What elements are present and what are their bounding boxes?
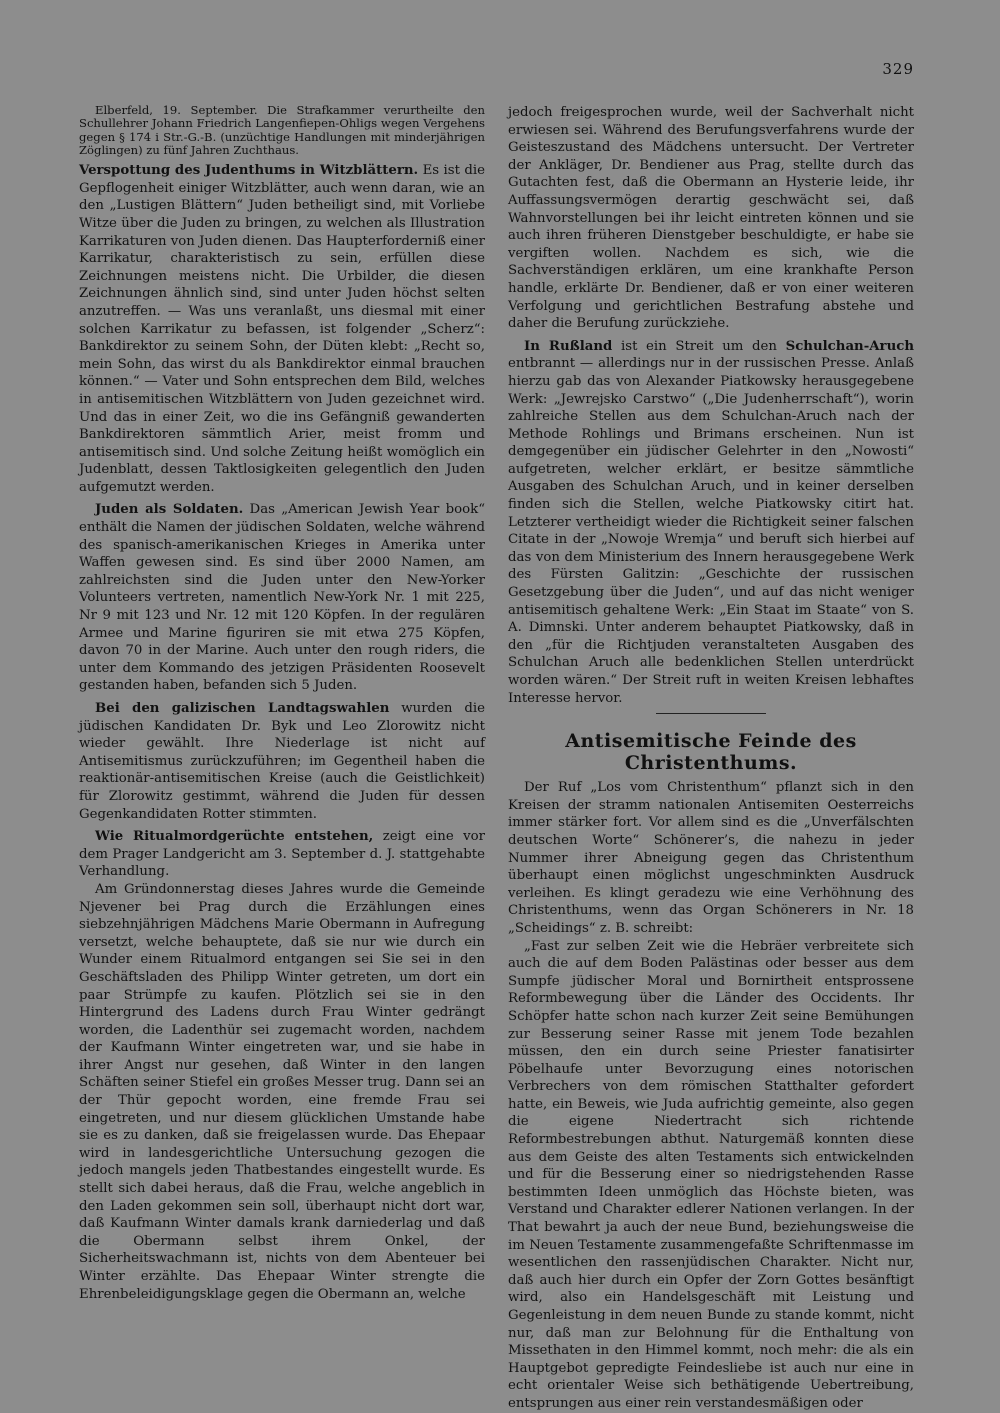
article-russland: [508, 338, 914, 707]
right-column: [508, 104, 914, 1413]
article-heading: Verspottung des Judenthums in Witzblättern.: [79, 163, 419, 179]
article-soldaten: [79, 501, 485, 695]
article-text: zeigt eine vor dem Prager Landgericht am 3. September d. J. stattgehabte Verhandlung.: [79, 829, 485, 880]
article-heading-schulchan-aruch: Schulchan-Aruch: [785, 338, 914, 354]
article-heading: Bei den galizischen Landtagswahlen: [95, 701, 390, 716]
article-heading: Juden als Soldaten.: [95, 502, 244, 518]
article-witzblaetter: [79, 162, 485, 496]
article-heading: Wie Ritualmordgerüchte entstehen,: [95, 829, 374, 845]
article-text: entbrannt — allerdings nur in der russischen Presse. Anlaß hierzu gab das von Alexander Piatkowsky herausgegebene Werk: „Jewrejsko Carstwo“ („Die Judenherrschaft“), worin zahlreiche Stellen aus dem Schulchan-Aruch nach der Methode Rohlings und Brimans erscheinen. Nun ist demgegenüber ein jüdischer Gelehrter in den „Nowosti“ aufgetreten, welcher erklärt, er besitze sämmtliche Ausgaben des Schulchan Aruch, und in keiner derselben finden sich die Stellen, welche Piatkowsky citirt hat. Letzterer vertheidigt wieder die Richtigkeit seiner falschen Citate in der „Nowoje Wremja“ und beruft sich hierbei auf das von dem Ministerium des Innern herausgegebene Werk des Fürsten Galitzin: „Geschichte der russischen Gesetzgebung über die Juden“, und auf das nicht weniger antisemitisch gehaltene Werk: „Ein Staat im Staate“ von S. A. Dimnski. Unter anderem behauptet Piatkowsky, daß in den „für die Richtjuden veranstalteten Ausgaben des Schulchan Aruch alle bedenklichen Stellen unterdrückt worden wären.“ Der Streit ruft in weiten Kreisen lebhaftes Interesse hervor.: [508, 356, 914, 706]
page-number: 329: [882, 60, 914, 78]
article-christenthum-intro: Der Ruf „Los vom Christenthum“ pflanzt sich in den Kreisen der stramm nationalen Antisemiten Oesterreichs immer stärker fort. Vor allem sind es die „Unverfälschten deutschen Worte“ Schönerer’s, die nahezu in jeder Nummer ihrer Abneigung gegen das Christenthum überhaupt einen möglichst ungeschminkten Ausdruck verleihen. Es klingt geradezu wie eine Verhöhnung des Christenthums, wenn das Organ Schönerers in Nr. 18 „Scheidings“ z. B. schreibt:: [508, 780, 914, 936]
left-column: [79, 104, 485, 1303]
article-ritualmord-continued: jedoch freigesprochen wurde, weil der Sachverhalt nicht erwiesen sei. Während des Berufungsverfahrens wurde der Geisteszustand des Mädchens untersucht. Der Vertreter der Ankläger, Dr. Bendiener aus Prag, stellte durch das Gutachten fest, daß die Obermann an Hysterie leide, ihr Auffassungsvermögen derartig geschwächt sei, daß Wahnvorstellungen bei ihr leicht eintreten können und sie auch ihren früheren Dienstgeber beschuldigte, er habe sie vergiften wollen. Nachdem es sich, wie die Sachverständigen erklären, um eine krankhafte Person handle, erklärte Dr. Bendiener, daß er von einer weiteren Verfolgung und gerichtlichen Bestrafung abstehe und daher die Berufung zurückziehe.: [508, 105, 914, 332]
section-title: Antisemitische Feinde des Christenthums.: [565, 730, 857, 775]
article-ritualmord: [79, 828, 485, 881]
article-heading: In Rußland: [524, 338, 613, 354]
news-item-elberfeld: Elberfeld, 19. September. Die Strafkammer verurtheilte den Schullehrer Johann Friedrich Langenfiepen-Ohligs wegen Vergehens gegen § 174 i Str.-G.-B. (unzüchtige Handlungen mit minderjährigen Zöglingen) zu fünf Jahren Zuchthaus.: [79, 103, 485, 157]
article-text: Das „American Jewish Year book“ enthält die Namen der jüdischen Soldaten, welche während des spanisch-amerikanischen Krieges in Amerika unter Waffen gewesen sind. Es sind über 2000 Namen, am zahlreichsten sind die Juden unter den New-Yorker Volunteers vertreten, namentlich New-York Nr. 1 mit 225, Nr 9 mit 123 und Nr. 12 mit 120 Köpfen. In der regulären Armee und Marine figuriren sie mit etwa 275 Köpfen, davon 70 in der Marine. Auch unter den rough riders, die unter dem Kommando des jetzigen Präsidenten Roosevelt gestanden haben, befanden sich 5 Juden.: [79, 502, 485, 694]
article-christenthum-quote: „Fast zur selben Zeit wie die Hebräer verbreitete sich auch die auf dem Boden Palästinas oder besser aus dem Sumpfe jüdischer Moral und Bornirtheit entsprossene Reformbewegung über die Länder des Occidents. Ihr Schöpfer hatte schon nach kurzer Zeit seine Bemühungen zur Besserung seiner Rasse mit jenem Tode bezahlen müssen, den ein durch seine Priester fanatisirter Pöbelhaufe unter Bevorzugung eines notorischen Verbrechers von dem römischen Statthalter gefordert hatte, ein Beweis, wie Juda aufrichtig gemeinte, also gegen die eigene Niedertracht sich richtende Reformbestrebungen abthut. Naturgemäß konnten diese aus dem Geiste des alten Testaments sich entwickelnden und für die Besserung einer so niedrigstehenden Rasse bestimmten Ideen unmöglich das Höchste bieten, was Verstand und Charakter edlerer Nationen verlangen. In der That bewahrt ja auch der neue Bund, beziehungsweise die im Neuen Testamente zusammengefaßte Schriftenmasse im wesentlichen den rassenjüdischen Charakter. Nicht nur, daß auch hier durch ein Opfer der Zorn Gottes besänftigt wird, also ein Handelsgeschäft mit Leistung und Gegenleistung in dem neuen Bunde zu stande kommt, nicht nur, daß man zur Belohnung für die Enthaltung von Missethaten in den Himmel kommt, noch mehr: die als ein Hauptgebot gepredigte Feindesliebe ist auch nur eine in echt orientaler Weise sich bethätigende Uebertreibung, entsprungen aus einer rein verstandesmäßigen oder: [508, 938, 914, 1411]
article-landtagswahlen: [79, 700, 485, 823]
article-text: Es ist die Gepflogenheit einiger Witzblätter, auch wenn daran, wie an den „Lustigen Blättern“ Juden betheiligt sind, mit Vorliebe Witze über die Juden zu bringen, zu welchen als Illustration Karrikaturen von Juden dienen. Das Haupterforderniß einer Karrikatur, charakteristisch zu sein, erfüllen diese Zeichnungen meistens nicht. Die Urbilder, die diesen Zeichnungen ähnlich sind, sind unter Juden höchst selten anzutreffen. — Was uns veranlaßt, uns diesmal mit einer solchen Karrikatur zu befassen, ist folgender „Scherz“: Bankdirektor zu seinem Sohn, der Düten klebt: „Recht so, mein Sohn, das wirst du als Bankdirektor einmal brauchen können.“ — Vater und Sohn entsprechen dem Bild, welches in antisemitischen Witzblättern von Juden gezeichnet wird. Und das in einer Zeit, wo die ins Gefängniß gewanderten Bankdirektoren sämmtlich Arier, meist fromm und antisemitisch sind. Und solche Zeitung heißt womöglich ein Judenblatt, dessen Taktlosigkeiten gelegentlich den Juden aufgemutzt werden.: [79, 163, 485, 495]
article-ritualmord-body: Am Gründonnerstag dieses Jahres wurde die Gemeinde Njevener bei Prag durch die Erzählungen eines siebzehnjährigen Mädchens Marie Obermann in Aufregung versetzt, welche behauptete, daß sie nur wie durch ein Wunder einem Ritualmord entgangen sei Sie sei in den Geschäftsladen des Philipp Winter getreten, um dort ein paar Strümpfe zu kaufen. Plötzlich sei sie in den Hintergrund des Ladens durch Frau Winter gedrängt worden, die Ladenthür sei zugemacht worden, nachdem der Kaufmann Winter eingetreten war, und sie habe in ihrer Angst nur gesehen, daß Winter in den langen Schäften seiner Stiefel ein großes Messer trug. Dann sei an der Thür gepocht worden, eine fremde Frau sei eingetreten, und nur diesem glücklichen Umstande habe sie es zu danken, daß sie freigelassen wurde. Das Ehepaar wird in landesgerichtliche Untersuchung gezogen die jedoch mangels jeden Thatbestandes eingestellt wurde. Es stellt sich dabei heraus, daß die Frau, welche angeblich in den Laden gekommen sein soll, überhaupt nicht dort war, daß Kaufmann Winter damals krank darniederlag und daß die Obermann selbst ihrem Onkel, der Sicherheitswachmann ist, nichts von dem Abenteuer bei Winter erzählte. Das Ehepaar Winter strengte die Ehrenbeleidigungsklage gegen die Obermann an, welche: [79, 881, 485, 1302]
section-divider: [656, 713, 766, 714]
article-text: wurden die jüdischen Kandidaten Dr. Byk und Leo Zlorowitz nicht wieder gewählt. Ihre Niederlage ist nicht auf Antisemitismus zurückzuführen; im Gegentheil haben die reaktionär-antisemitischen Kreise (auch die Geistlichkeit) für Zlorowitz gestimmt, während die Juden für dessen Gegenkandidaten Rotter stimmten.: [79, 701, 486, 822]
article-text: ist ein Streit um den: [621, 338, 777, 354]
